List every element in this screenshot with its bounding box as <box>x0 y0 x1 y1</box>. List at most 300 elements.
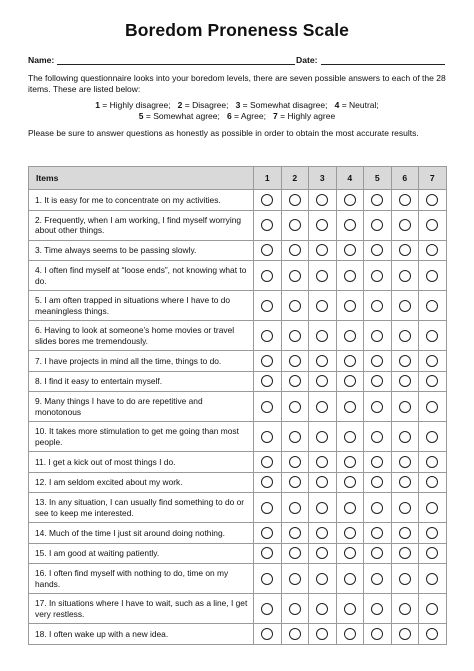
rating-cell <box>336 523 364 544</box>
rating-radio-option[interactable] <box>316 330 328 342</box>
rating-radio-option[interactable] <box>426 270 438 282</box>
rating-cell <box>336 594 364 624</box>
rating-cell <box>419 351 447 372</box>
rating-radio-option[interactable] <box>399 573 411 585</box>
rating-cell <box>309 190 337 211</box>
rating-radio-option[interactable] <box>316 244 328 256</box>
rating-radio-option[interactable] <box>399 401 411 413</box>
rating-radio-option[interactable] <box>344 527 356 539</box>
rating-radio-option[interactable] <box>261 456 273 468</box>
rating-cell <box>391 210 419 240</box>
rating-radio-option[interactable] <box>316 603 328 615</box>
rating-cell <box>364 240 392 261</box>
rating-cell <box>281 523 309 544</box>
rating-radio-option[interactable] <box>344 573 356 585</box>
rating-cell <box>309 351 337 372</box>
rating-radio-option[interactable] <box>399 527 411 539</box>
scale-number: 2 <box>177 100 183 110</box>
rating-cell <box>364 472 392 493</box>
rating-cell <box>336 564 364 594</box>
rating-cell <box>364 261 392 291</box>
rating-cell <box>309 493 337 523</box>
rating-radio-option[interactable] <box>289 603 301 615</box>
intro-text: The following questionnaire looks into your boredom levels, there are seven possible answers to each of the 28 items. These are listed below: <box>28 73 446 94</box>
rating-cell <box>281 261 309 291</box>
rating-radio-option[interactable] <box>344 270 356 282</box>
rating-radio-option[interactable] <box>344 603 356 615</box>
rating-cell <box>309 240 337 261</box>
rating-cell <box>364 422 392 452</box>
item-text: 15. I am good at waiting patiently. <box>29 543 254 564</box>
rating-radio-option[interactable] <box>316 219 328 231</box>
rating-radio-option[interactable] <box>289 628 301 640</box>
name-input-line[interactable] <box>57 56 295 65</box>
rating-cell <box>254 351 282 372</box>
rating-radio-option[interactable] <box>316 476 328 488</box>
rating-cell <box>336 261 364 291</box>
instruction-text: Please be sure to answer questions as honestly as possible in order to obtain the most accurate results. <box>28 128 419 138</box>
rating-cell <box>391 523 419 544</box>
rating-radio-option[interactable] <box>426 502 438 514</box>
rating-radio-option[interactable] <box>426 603 438 615</box>
rating-radio-option[interactable] <box>399 194 411 206</box>
table-row <box>29 452 447 473</box>
rating-radio-option[interactable] <box>261 573 273 585</box>
rating-cell <box>309 321 337 351</box>
table-row <box>29 240 447 261</box>
rating-radio-option[interactable] <box>426 401 438 413</box>
rating-cell <box>364 564 392 594</box>
rating-cell <box>391 422 419 452</box>
rating-radio-option[interactable] <box>426 244 438 256</box>
rating-radio-option[interactable] <box>399 547 411 559</box>
rating-radio-option[interactable] <box>426 355 438 367</box>
rating-cell <box>419 493 447 523</box>
item-text: 2. Frequently, when I am working, I find myself worrying about other things. <box>29 210 254 240</box>
rating-cell <box>254 624 282 645</box>
rating-cell <box>391 261 419 291</box>
rating-radio-option[interactable] <box>261 527 273 539</box>
rating-cell <box>391 594 419 624</box>
rating-cell <box>336 422 364 452</box>
rating-radio-option[interactable] <box>289 401 301 413</box>
rating-radio-option[interactable] <box>289 502 301 514</box>
rating-radio-option[interactable] <box>371 628 383 640</box>
rating-radio-option[interactable] <box>261 270 273 282</box>
item-text: 5. I am often trapped in situations where I have to do meaningless things. <box>29 291 254 321</box>
rating-cell <box>391 543 419 564</box>
rating-radio-option[interactable] <box>426 194 438 206</box>
table-row <box>29 472 447 493</box>
rating-radio-option[interactable] <box>371 476 383 488</box>
rating-radio-option[interactable] <box>371 355 383 367</box>
rating-cell <box>364 452 392 473</box>
rating-radio-option[interactable] <box>426 628 438 640</box>
table-row <box>29 351 447 372</box>
rating-cell <box>309 472 337 493</box>
item-text: 1. It is easy for me to concentrate on my activities. <box>29 190 254 211</box>
rating-cell <box>254 392 282 422</box>
item-text: 17. In situations where I have to wait, such as a line, I get very restless. <box>29 594 254 624</box>
rating-cell <box>336 240 364 261</box>
item-text: 12. I am seldom excited about my work. <box>29 472 254 493</box>
table-row <box>29 291 447 321</box>
rating-cell <box>336 351 364 372</box>
rating-radio-option[interactable] <box>426 573 438 585</box>
rating-radio-option[interactable] <box>289 300 301 312</box>
rating-cell <box>419 392 447 422</box>
rating-radio-option[interactable] <box>261 219 273 231</box>
date-field <box>296 55 445 65</box>
rating-cell <box>336 493 364 523</box>
rating-radio-option[interactable] <box>316 375 328 387</box>
table-row <box>29 564 447 594</box>
rating-radio-option[interactable] <box>344 547 356 559</box>
rating-cell <box>364 594 392 624</box>
scale-description: = Neutral; <box>339 100 379 110</box>
rating-cell <box>281 594 309 624</box>
rating-radio-option[interactable] <box>371 527 383 539</box>
page-title: Boredom Proneness Scale <box>124 20 350 40</box>
rating-cell <box>254 452 282 473</box>
rating-radio-option[interactable] <box>289 330 301 342</box>
rating-radio-option[interactable] <box>344 401 356 413</box>
rating-radio-option[interactable] <box>316 456 328 468</box>
rating-cell <box>336 472 364 493</box>
rating-radio-option[interactable] <box>261 330 273 342</box>
rating-cell <box>364 624 392 645</box>
rating-cell <box>281 493 309 523</box>
rating-radio-option[interactable] <box>261 244 273 256</box>
rating-radio-option[interactable] <box>316 547 328 559</box>
rating-cell <box>281 291 309 321</box>
table-row <box>29 321 447 351</box>
rating-cell <box>309 392 337 422</box>
rating-column-header: 7 <box>419 167 447 190</box>
item-text: 4. I often find myself at “loose ends”, not knowing what to do. <box>29 261 254 291</box>
table-row <box>29 543 447 564</box>
table-row <box>29 392 447 422</box>
scale-description: = Highly agree <box>277 111 336 121</box>
rating-cell <box>364 190 392 211</box>
table-row <box>29 371 447 392</box>
rating-cell <box>336 452 364 473</box>
table-row <box>29 210 447 240</box>
rating-radio-option[interactable] <box>371 300 383 312</box>
rating-cell <box>254 371 282 392</box>
rating-cell <box>309 210 337 240</box>
rating-radio-option[interactable] <box>344 355 356 367</box>
rating-radio-option[interactable] <box>344 194 356 206</box>
name-field <box>28 55 295 65</box>
rating-radio-option[interactable] <box>316 527 328 539</box>
scale-legend-line-1 <box>0 100 474 111</box>
rating-radio-option[interactable] <box>399 270 411 282</box>
scale-description: = Highly disagree; <box>99 100 171 110</box>
rating-radio-option[interactable] <box>316 401 328 413</box>
rating-cell <box>309 422 337 452</box>
rating-cell <box>364 523 392 544</box>
rating-cell <box>364 291 392 321</box>
rating-cell <box>419 564 447 594</box>
rating-radio-option[interactable] <box>261 476 273 488</box>
rating-cell <box>336 392 364 422</box>
rating-cell <box>281 210 309 240</box>
scale-description: = Disagree; <box>182 100 229 110</box>
rating-cell <box>281 351 309 372</box>
rating-cell <box>281 190 309 211</box>
rating-radio-option[interactable] <box>261 194 273 206</box>
rating-cell <box>309 261 337 291</box>
rating-radio-option[interactable] <box>344 300 356 312</box>
rating-radio-option[interactable] <box>399 431 411 443</box>
rating-cell <box>254 523 282 544</box>
rating-cell <box>281 321 309 351</box>
rating-cell <box>391 371 419 392</box>
rating-radio-option[interactable] <box>426 476 438 488</box>
item-text: 10. It takes more stimulation to get me going than most people. <box>29 422 254 452</box>
rating-radio-option[interactable] <box>371 401 383 413</box>
rating-cell <box>419 452 447 473</box>
scale-legend-line-2 <box>0 111 474 122</box>
rating-radio-option[interactable] <box>316 194 328 206</box>
rating-radio-option[interactable] <box>426 456 438 468</box>
rating-radio-option[interactable] <box>399 456 411 468</box>
rating-cell <box>364 351 392 372</box>
item-text: 11. I get a kick out of most things I do. <box>29 452 254 473</box>
rating-radio-option[interactable] <box>289 375 301 387</box>
rating-cell <box>391 291 419 321</box>
rating-radio-option[interactable] <box>399 330 411 342</box>
item-text: 3. Time always seems to be passing slowly. <box>29 240 254 261</box>
rating-cell <box>336 371 364 392</box>
rating-radio-option[interactable] <box>316 573 328 585</box>
rating-radio-option[interactable] <box>399 603 411 615</box>
rating-cell <box>281 624 309 645</box>
rating-radio-option[interactable] <box>261 628 273 640</box>
rating-cell <box>419 371 447 392</box>
rating-radio-option[interactable] <box>399 375 411 387</box>
rating-cell <box>309 564 337 594</box>
rating-cell <box>419 240 447 261</box>
rating-radio-option[interactable] <box>399 628 411 640</box>
rating-radio-option[interactable] <box>371 375 383 387</box>
rating-cell <box>309 624 337 645</box>
item-text: 13. In any situation, I can usually find something to do or see to keep me interested. <box>29 493 254 523</box>
rating-cell <box>364 493 392 523</box>
rating-radio-option[interactable] <box>261 431 273 443</box>
rating-radio-option[interactable] <box>289 527 301 539</box>
rating-radio-option[interactable] <box>316 628 328 640</box>
rating-cell <box>254 240 282 261</box>
rating-cell <box>364 543 392 564</box>
item-text: 8. I find it easy to entertain myself. <box>29 371 254 392</box>
rating-cell <box>309 543 337 564</box>
rating-radio-option[interactable] <box>316 300 328 312</box>
rating-cell <box>364 210 392 240</box>
item-text: 16. I often find myself with nothing to do, time on my hands. <box>29 564 254 594</box>
rating-radio-option[interactable] <box>344 431 356 443</box>
scale-number: 6 <box>226 111 232 121</box>
rating-radio-option[interactable] <box>261 547 273 559</box>
scale-number: 3 <box>235 100 241 110</box>
rating-radio-option[interactable] <box>426 431 438 443</box>
rating-radio-option[interactable] <box>289 573 301 585</box>
rating-column-header: 5 <box>364 167 392 190</box>
rating-cell <box>281 472 309 493</box>
rating-radio-option[interactable] <box>399 355 411 367</box>
rating-radio-option[interactable] <box>289 456 301 468</box>
rating-radio-option[interactable] <box>289 355 301 367</box>
rating-radio-option[interactable] <box>426 330 438 342</box>
rating-cell <box>254 261 282 291</box>
rating-radio-option[interactable] <box>261 300 273 312</box>
rating-radio-option[interactable] <box>426 375 438 387</box>
item-text: 14. Much of the time I just sit around doing nothing. <box>29 523 254 544</box>
rating-cell <box>281 564 309 594</box>
rating-radio-option[interactable] <box>261 502 273 514</box>
rating-radio-option[interactable] <box>261 401 273 413</box>
rating-cell <box>281 543 309 564</box>
item-text: 6. Having to look at someone’s home movies or travel slides bores me tremendously. <box>29 321 254 351</box>
scale-number: 7 <box>273 111 278 121</box>
rating-cell <box>419 523 447 544</box>
rating-radio-option[interactable] <box>316 502 328 514</box>
rating-cell <box>254 291 282 321</box>
rating-radio-option[interactable] <box>289 194 301 206</box>
rating-cell <box>336 624 364 645</box>
rating-cell <box>391 472 419 493</box>
rating-radio-option[interactable] <box>426 547 438 559</box>
rating-radio-option[interactable] <box>371 194 383 206</box>
rating-radio-option[interactable] <box>371 270 383 282</box>
rating-radio-option[interactable] <box>344 244 356 256</box>
rating-cell <box>419 594 447 624</box>
rating-radio-option[interactable] <box>399 300 411 312</box>
items-table <box>28 166 447 645</box>
rating-column-header: 1 <box>254 167 282 190</box>
rating-radio-option[interactable] <box>289 219 301 231</box>
rating-radio-option[interactable] <box>371 573 383 585</box>
rating-radio-option[interactable] <box>399 244 411 256</box>
rating-radio-option[interactable] <box>371 219 383 231</box>
rating-cell <box>391 624 419 645</box>
rating-cell <box>364 371 392 392</box>
rating-cell <box>281 240 309 261</box>
rating-radio-option[interactable] <box>289 476 301 488</box>
rating-radio-option[interactable] <box>371 603 383 615</box>
rating-radio-option[interactable] <box>426 300 438 312</box>
item-text: 7. I have projects in mind all the time, things to do. <box>29 351 254 372</box>
rating-radio-option[interactable] <box>426 527 438 539</box>
table-row <box>29 190 447 211</box>
rating-radio-option[interactable] <box>344 476 356 488</box>
rating-cell <box>336 291 364 321</box>
table-row <box>29 594 447 624</box>
scale-description: = Somewhat agree; <box>143 111 220 121</box>
rating-radio-option[interactable] <box>316 355 328 367</box>
rating-cell <box>281 422 309 452</box>
item-text: 9. Many things I have to do are repetitive and monotonous <box>29 392 254 422</box>
rating-cell <box>419 543 447 564</box>
rating-radio-option[interactable] <box>371 502 383 514</box>
rating-cell <box>309 371 337 392</box>
rating-radio-option[interactable] <box>399 502 411 514</box>
rating-radio-option[interactable] <box>289 270 301 282</box>
rating-radio-option[interactable] <box>344 219 356 231</box>
rating-cell <box>309 291 337 321</box>
rating-cell <box>391 493 419 523</box>
rating-radio-option[interactable] <box>289 431 301 443</box>
rating-cell <box>254 422 282 452</box>
rating-radio-option[interactable] <box>426 219 438 231</box>
table-row <box>29 624 447 645</box>
rating-cell <box>309 594 337 624</box>
date-input-line[interactable] <box>321 56 445 65</box>
rating-cell <box>391 392 419 422</box>
rating-radio-option[interactable] <box>399 476 411 488</box>
table-row <box>29 261 447 291</box>
rating-cell <box>419 422 447 452</box>
rating-radio-option[interactable] <box>261 355 273 367</box>
rating-radio-option[interactable] <box>289 244 301 256</box>
rating-cell <box>391 564 419 594</box>
scale-description: = Agree; <box>231 111 266 121</box>
rating-cell <box>419 291 447 321</box>
rating-radio-option[interactable] <box>344 502 356 514</box>
name-label: Name: <box>28 55 55 65</box>
rating-radio-option[interactable] <box>316 431 328 443</box>
rating-radio-option[interactable] <box>344 456 356 468</box>
date-label: Date: <box>296 55 318 65</box>
rating-cell <box>254 543 282 564</box>
rating-cell <box>254 190 282 211</box>
rating-cell <box>419 190 447 211</box>
rating-radio-option[interactable] <box>289 547 301 559</box>
rating-cell <box>254 594 282 624</box>
rating-radio-option[interactable] <box>371 244 383 256</box>
rating-radio-option[interactable] <box>261 375 273 387</box>
rating-cell <box>391 240 419 261</box>
table-header-row <box>29 167 447 190</box>
scale-number: 5 <box>138 111 144 121</box>
table-row <box>29 523 447 544</box>
rating-radio-option[interactable] <box>399 219 411 231</box>
rating-cell <box>419 624 447 645</box>
rating-cell <box>336 321 364 351</box>
scale-number: 4 <box>334 100 340 110</box>
rating-column-header: 2 <box>281 167 309 190</box>
rating-cell <box>309 452 337 473</box>
rating-radio-option[interactable] <box>344 375 356 387</box>
scale-description: = Somewhat disagree; <box>240 100 328 110</box>
rating-cell <box>336 190 364 211</box>
rating-radio-option[interactable] <box>261 603 273 615</box>
rating-radio-option[interactable] <box>316 270 328 282</box>
rating-radio-option[interactable] <box>344 628 356 640</box>
rating-column-header: 4 <box>336 167 364 190</box>
table-row <box>29 493 447 523</box>
rating-column-header: 3 <box>309 167 337 190</box>
rating-radio-option[interactable] <box>371 456 383 468</box>
rating-radio-option[interactable] <box>371 330 383 342</box>
rating-cell <box>391 321 419 351</box>
rating-radio-option[interactable] <box>371 431 383 443</box>
rating-radio-option[interactable] <box>371 547 383 559</box>
rating-cell <box>254 493 282 523</box>
items-column-header: Items <box>29 167 254 190</box>
rating-radio-option[interactable] <box>344 330 356 342</box>
